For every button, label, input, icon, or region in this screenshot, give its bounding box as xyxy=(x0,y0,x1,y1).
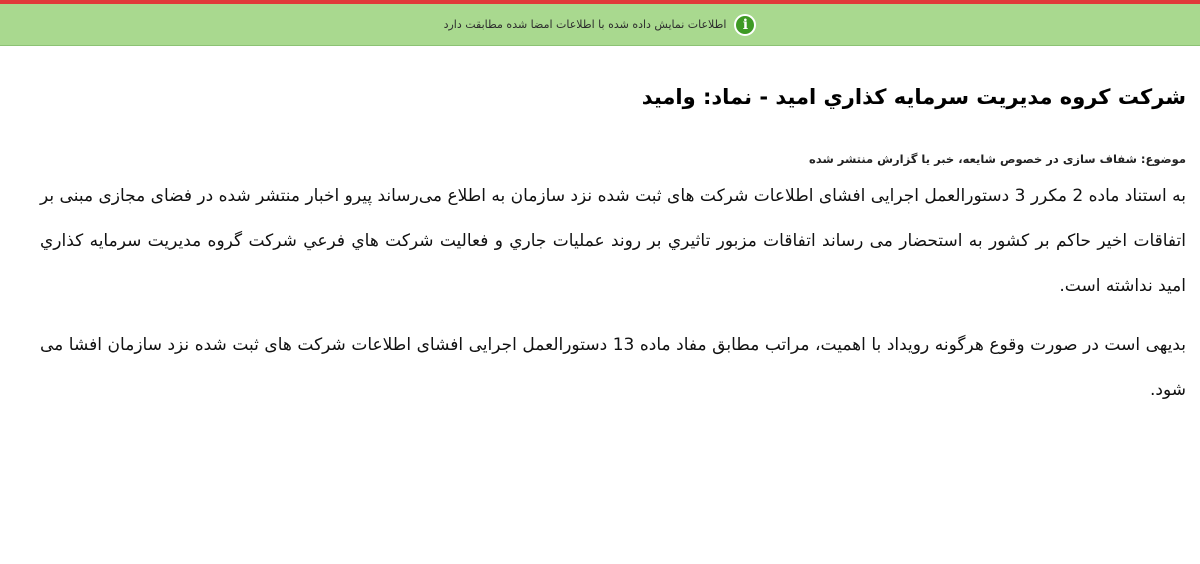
subject-line-1: موضوع: شفاف سازی در خصوص شایعه، خبر یا گزارش منتشر شده xyxy=(809,152,1186,166)
body-paragraph-1: به استناد ماده 2 مکرر 3 دستورالعمل اجرایی افشای اطلاعات شرکت های ثبت شده نزد سازمان به اطلاع می‌رساند پیرو اخبار منتشر شده در فضای مجازی مبنی بر اتفاقات اخیر حاکم بر کشور به استحضار می رساند اتفاقات مزبور تاثيري بر روند عمليات جاري و فعاليت شرکت هاي فرعي شرکت گروه مديريت سرمايه کذاري اميد نداشته است. xyxy=(40,186,1186,296)
verification-notice-text: اطلاعات نمایش داده شده با اطلاعات امضا شده مطابقت دارد xyxy=(443,18,727,31)
page-title: شرکت کروه مديريت سرمايه کذاري اميد - نماد: واميد xyxy=(641,85,1186,109)
info-icon: i xyxy=(734,14,756,36)
verification-notice-bar xyxy=(0,4,1200,46)
body-paragraph-2: بدیهی است در صورت وقوع هرگونه رویداد با اهمیت، مراتب مطابق مفاد ماده 13 دستورالعمل اجرایی افشای اطلاعات شرکت های ثبت شده نزد سازمان افشا می شود. xyxy=(40,335,1187,400)
subject-label xyxy=(40,152,1186,166)
document-body xyxy=(40,80,1186,413)
